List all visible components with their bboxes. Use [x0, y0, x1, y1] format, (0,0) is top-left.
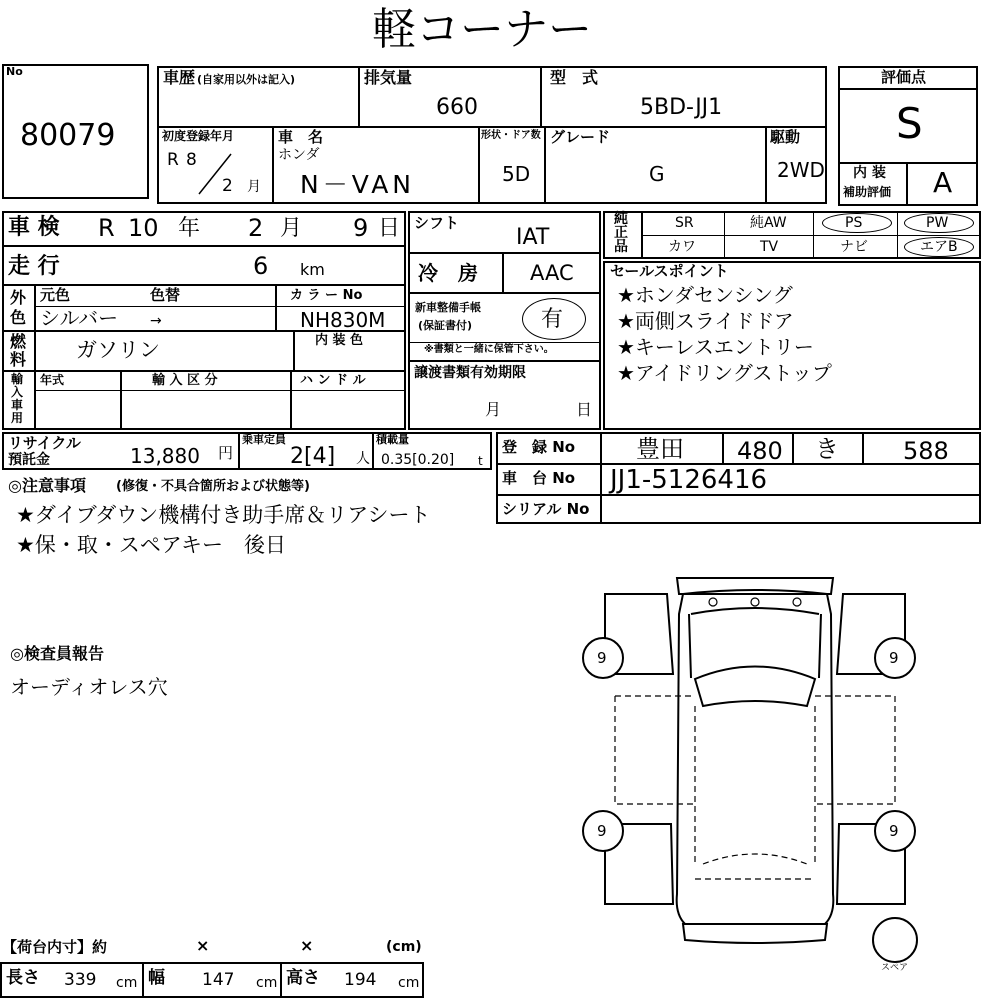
sales-point-1: ★ホンダセンシング	[617, 283, 793, 307]
drive-label: 駆動	[770, 128, 801, 146]
color-code-label: カ ラ ー No	[290, 288, 363, 303]
car-maker: ホンダ	[278, 147, 320, 163]
equip-airbag: エアB	[920, 239, 958, 255]
inspection-era: R	[98, 214, 115, 242]
cargo-width-label: 幅	[148, 968, 165, 988]
color-label-2: 色	[10, 308, 27, 327]
first-reg-year: 8	[186, 150, 197, 170]
shift-label: シフト	[414, 214, 460, 232]
interior-rating-label-2: 補助評価	[843, 185, 892, 199]
registration-kana: き	[815, 435, 839, 463]
cargo-length: 339	[64, 970, 97, 990]
sales-point-2: ★両側スライドドア	[617, 309, 794, 333]
cargo-label: 【荷台内寸】約	[2, 938, 108, 956]
mileage-unit: km	[300, 260, 325, 279]
import-label-1: 輸	[11, 372, 24, 386]
mileage-label: 走 行	[8, 254, 60, 279]
capacity-label: 乗車定員	[242, 433, 286, 446]
aircon-label: 冷 房	[418, 261, 478, 285]
import-type-label: 輸 入 区 分	[152, 373, 218, 388]
warranty-label-2: (保証書付)	[418, 319, 473, 332]
notes-sub: (修復・不具合箇所および状態等)	[116, 479, 310, 494]
equipment-label-1: 純	[614, 211, 628, 227]
tire-rear-left: 9	[597, 822, 607, 840]
interior-rating-value: A	[933, 166, 953, 199]
capacity-value: 2[4]	[290, 444, 336, 469]
model-value: 5BD-JJ1	[640, 95, 723, 120]
orig-color-label: 元色	[40, 286, 71, 304]
fuel-label-2: 料	[10, 350, 27, 369]
equip-aw: 純AW	[750, 215, 787, 231]
aircon-value: AAC	[530, 261, 574, 285]
color-label-1: 外	[10, 288, 27, 307]
tire-rear-right: 9	[889, 822, 899, 840]
capacity-unit: 人	[356, 451, 370, 467]
rating-label: 評価点	[881, 68, 927, 86]
tire-front-right: 9	[889, 649, 899, 667]
rating-value: S	[896, 99, 923, 148]
equipment-label-3: 品	[614, 239, 628, 255]
inspection-label: 車 検	[8, 215, 60, 240]
equip-ps: PS	[845, 215, 863, 231]
inspection-month-unit: 月	[280, 216, 303, 241]
sales-points-label: セールスポイント	[610, 262, 729, 280]
equip-navi: ナビ	[840, 239, 868, 255]
import-label-4: 用	[11, 411, 24, 425]
warranty-value: 有	[541, 307, 564, 332]
recycle-unit: 円	[218, 444, 234, 462]
inspector-text: オーディオレス穴	[10, 675, 168, 699]
no-label: No	[6, 65, 23, 78]
displacement-value: 660	[436, 95, 478, 120]
equipment-label-2: 正	[614, 225, 628, 241]
drive-value: 2WD	[777, 158, 825, 182]
cargo-width: 147	[202, 970, 235, 990]
registration-class: 480	[737, 437, 783, 465]
first-reg-era: R	[167, 150, 179, 170]
import-label-3: 車	[11, 398, 24, 412]
notes-label: ◎注意事項	[8, 476, 86, 495]
cargo-height: 194	[344, 970, 377, 990]
cargo-x1: ×	[196, 936, 210, 955]
note-1: ★ダイブダウン機構付き助手席＆リアシート	[16, 503, 431, 527]
recycle-label-1: リサイクル	[8, 434, 81, 452]
inspector-label: ◎検査員報告	[10, 644, 104, 663]
note-2: ★保・取・スペアキー 後日	[16, 533, 286, 557]
registration-area: 豊田	[636, 435, 684, 463]
chassis-value: JJ1-5126416	[610, 465, 768, 495]
chassis-label: 車 台 No	[502, 469, 576, 487]
registration-label: 登 録 No	[502, 438, 576, 456]
warranty-note: ※書類と一緒に保管下さい。	[424, 344, 554, 355]
cargo-width-unit: cm	[256, 975, 278, 991]
inspection-year-unit: 年	[178, 216, 201, 241]
color-value: シルバー	[40, 306, 119, 330]
load-value: 0.35[0.20]	[381, 452, 455, 468]
recycle-label-2: 預託金	[8, 452, 50, 468]
cargo-unit-label: (cm)	[386, 939, 422, 955]
grade-label: グレード	[550, 128, 611, 146]
first-reg-label: 初度登録年月	[162, 129, 235, 143]
car-name-value: N－VAN	[300, 170, 416, 199]
first-reg-month: 2	[222, 176, 233, 196]
interior-rating-label-1: 内 装	[853, 165, 886, 181]
import-handle-label: ハ ン ド ル	[300, 373, 366, 388]
inspection-month: 2	[248, 214, 264, 242]
cargo-height-label: 高さ	[286, 968, 320, 988]
sales-point-4: ★アイドリングストップ	[617, 361, 832, 385]
history-label: 車歴	[163, 68, 196, 87]
equip-pw: PW	[926, 215, 949, 231]
import-label-2: 入	[11, 385, 24, 399]
tire-front-left: 9	[597, 649, 607, 667]
cargo-length-label: 長さ	[6, 968, 40, 988]
load-unit: t	[478, 454, 483, 468]
warranty-label-1: 新車整備手帳	[415, 301, 481, 314]
shift-value: IAT	[516, 225, 550, 250]
cargo-height-unit: cm	[398, 975, 420, 991]
equip-tv: TV	[760, 239, 779, 255]
color-arrow: →	[150, 313, 162, 329]
registration-number: 588	[903, 437, 949, 465]
recycle-value: 13,880	[130, 444, 200, 468]
page-title: 軽コーナー	[372, 4, 592, 55]
cargo-length-unit: cm	[116, 975, 138, 991]
doors-label: 形状・ドア数	[481, 130, 541, 141]
inspection-day-unit: 日	[378, 216, 401, 241]
transfer-month-unit: 月	[485, 400, 502, 419]
transfer-day-unit: 日	[576, 400, 593, 419]
interior-color-label: 内 装 色	[315, 333, 364, 348]
fuel-value: ガソリン	[76, 338, 160, 362]
no-value: 80079	[20, 118, 116, 153]
serial-label: シリアル No	[502, 500, 590, 518]
car-diagram	[575, 574, 935, 994]
cargo-x2: ×	[300, 936, 314, 955]
color-code: NH830M	[300, 308, 386, 332]
transfer-label: 譲渡書類有効期限	[414, 365, 526, 381]
load-label: 積載量	[376, 433, 409, 446]
equip-leather: カワ	[668, 239, 696, 255]
car-name-label: 車 名	[278, 128, 324, 146]
equip-sr: SR	[675, 215, 694, 231]
fuel-label-1: 燃	[10, 332, 27, 351]
mileage-value: 6	[253, 252, 269, 280]
import-year-label: 年式	[40, 373, 65, 387]
sales-point-3: ★キーレスエントリー	[617, 335, 814, 359]
history-note: (自家用以外は記入)	[197, 73, 296, 86]
first-reg-month-unit: 月	[247, 179, 261, 195]
inspection-year: 10	[128, 214, 159, 242]
doors-value: 5D	[502, 162, 531, 186]
grade-value: G	[649, 162, 665, 186]
color-change-label: 色替	[150, 286, 181, 304]
displacement-label: 排気量	[364, 68, 413, 87]
spare-label: スペア	[881, 963, 909, 973]
model-label: 型 式	[550, 68, 599, 87]
inspection-day: 9	[353, 214, 369, 242]
